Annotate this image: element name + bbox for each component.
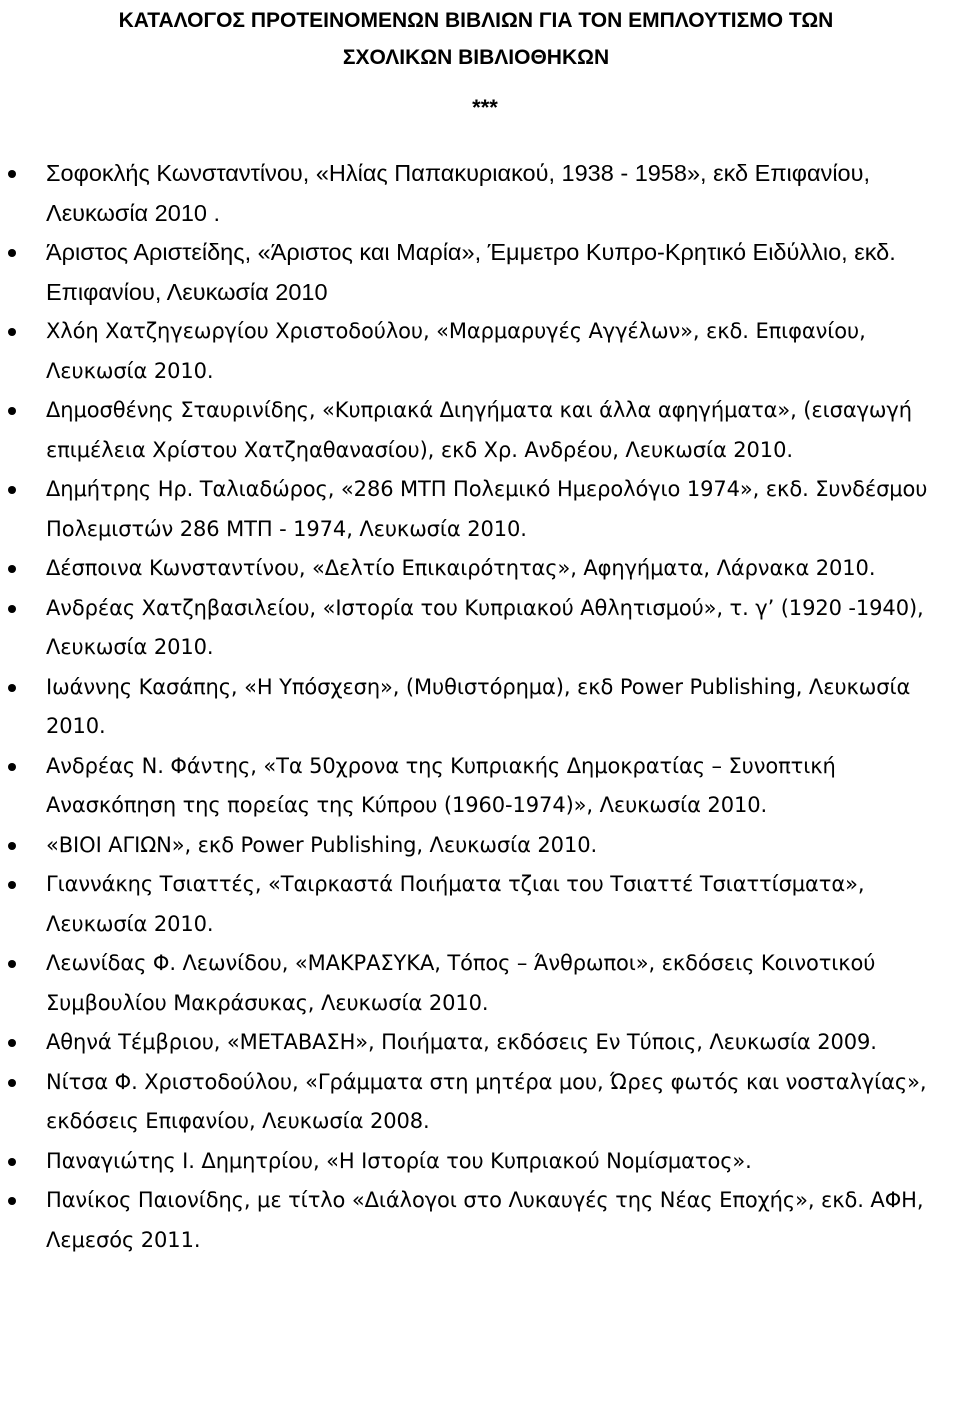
list-item	[0, 154, 960, 233]
bullet-icon	[8, 960, 16, 968]
book-entry: Ανδρέας Ν. Φάντης, «Τα 50χρονα της Κυπριακής Δημοκρατίας – Συνοπτική Ανασκόπηση της πορείας της Κύπρου (1960-1974)», Λευκωσία 2010.	[46, 753, 836, 817]
book-entry: Αθηνά Τέμβριου, «ΜΕΤΑΒΑΣΗ», Ποιήματα, εκδόσεις Εν Τύποις, Λευκωσία 2009.	[46, 1030, 877, 1054]
list-item	[0, 747, 960, 826]
book-entry: Γιαννάκης Τσιαττές, «Ταιρκαστά Ποιήματα τζιαι του Τσιαττέ Τσιαττίσματα», Λευκωσία 2010.	[46, 872, 865, 936]
bullet-icon	[8, 328, 16, 336]
list-item	[0, 1142, 960, 1182]
bullet-icon	[8, 1079, 16, 1087]
bullet-icon	[8, 1197, 16, 1205]
title-line-1: ΚΑΤΑΛΟΓΟΣ ΠΡΟΤΕΙΝΟΜΕΝΩΝ ΒΙΒΛΙΩΝ ΓΙΑ ΤΟΝ ΕΜΠΛΟΥΤΙΣΜΟ ΤΩΝ	[118, 9, 834, 32]
book-entry: Άριστος Αριστείδης, «Άριστος και Μαρία», Έμμετρο Κυπρο-Κρητικό Ειδύλλιο, εκδ. Επιφανίου, Λευκωσία 2010	[46, 239, 896, 305]
list-item	[0, 1063, 960, 1142]
bullet-icon	[8, 249, 16, 257]
bullet-icon	[8, 486, 16, 494]
list-item	[0, 589, 960, 668]
book-entry: Ανδρέας Χατζηβασιλείου, «Ιστορία του Κυπριακού Αθλητισμού», τ. γ’ (1920 -1940), Λευκωσία 2010.	[46, 595, 924, 659]
bullet-icon	[8, 1158, 16, 1166]
book-entry: Νίτσα Φ. Χριστοδούλου, «Γράμματα στη μητέρα μου, Ώρες φωτός και νοσταλγίας», εκδόσεις Επιφανίου, Λευκωσία 2008.	[46, 1069, 927, 1133]
book-entry: Παναγιώτης Ι. Δημητρίου, «Η Ιστορία του Κυπριακού Νομίσματος».	[46, 1148, 752, 1173]
bullet-icon	[8, 763, 16, 771]
bullet-icon	[8, 170, 16, 178]
book-entry: Λεωνίδας Φ. Λεωνίδου, «ΜΑΚΡΑΣΥΚΑ, Τόπος – Άνθρωποι», εκδόσεις Κοινοτικού Συμβουλίου Μακράσυκας, Λευκωσία 2010.	[46, 951, 876, 1015]
bullet-icon	[8, 881, 16, 889]
title-line-2: ΣΧΟΛΙΚΩΝ ΒΙΒΛΙΟΘΗΚΩΝ	[342, 46, 610, 69]
bullet-icon	[8, 605, 16, 613]
book-entry: Σοφοκλής Κωνσταντίνου, «Ηλίας Παπακυριακού, 1938 - 1958», εκδ Επιφανίου, Λευκωσία 2010 .	[46, 160, 871, 226]
book-entry: Δημήτρης Ηρ. Ταλιαδώρος, «286 ΜΤΠ Πολεμικό Ημερολόγιο 1974», εκδ. Συνδέσμου Πολεμιστών 286 ΜΤΠ - 1974, Λευκωσία 2010.	[46, 477, 928, 541]
book-entry: Ιωάννης Κασάπης, «Η Υπόσχεση», (Μυθιστόρημα), εκδ Power Publishing, Λευκωσία 2010.	[46, 674, 911, 738]
book-entry: Χλόη Χατζηγεωργίου Χριστοδούλου, «Μαρμαρυγές Αγγέλων», εκδ. Επιφανίου, Λευκωσία 2010.	[46, 319, 866, 383]
list-item	[0, 826, 960, 866]
bullet-icon	[8, 684, 16, 692]
list-item	[0, 233, 960, 312]
document-title	[26, 2, 926, 76]
book-entry: Πανίκος Παιονίδης, με τίτλο «Διάλογοι στο Λυκαυγές της Νέας Εποχής», εκδ. ΑΦΗ, Λεμεσός 2011.	[46, 1188, 924, 1252]
list-item	[0, 865, 960, 944]
book-entry: Δέσποινα Κωνσταντίνου, «Δελτίο Επικαιρότητας», Αφηγήματα, Λάρνακα 2010.	[46, 556, 876, 580]
list-item	[0, 470, 960, 549]
bullet-icon	[8, 565, 16, 573]
book-list	[0, 154, 960, 1260]
bullet-icon	[8, 1039, 16, 1047]
section-separator: ***	[472, 95, 498, 120]
list-item	[0, 668, 960, 747]
book-entry: Δημοσθένης Σταυρινίδης, «Κυπριακά Διηγήματα και άλλα αφηγήματα», (εισαγωγή επιμέλεια Χρίστου Χατζηαθανασίου), εκδ Χρ. Ανδρέου, Λευκωσία 2010.	[46, 398, 912, 462]
list-item	[0, 944, 960, 1023]
list-item	[0, 1023, 960, 1063]
bullet-icon	[8, 842, 16, 850]
bullet-icon	[8, 407, 16, 415]
list-item	[0, 312, 960, 391]
list-item	[0, 549, 960, 589]
book-entry: «ΒΙΟΙ ΑΓΙΩΝ», εκδ Power Publishing, Λευκωσία 2010.	[46, 832, 598, 857]
list-item	[0, 1181, 960, 1260]
list-item	[0, 391, 960, 470]
